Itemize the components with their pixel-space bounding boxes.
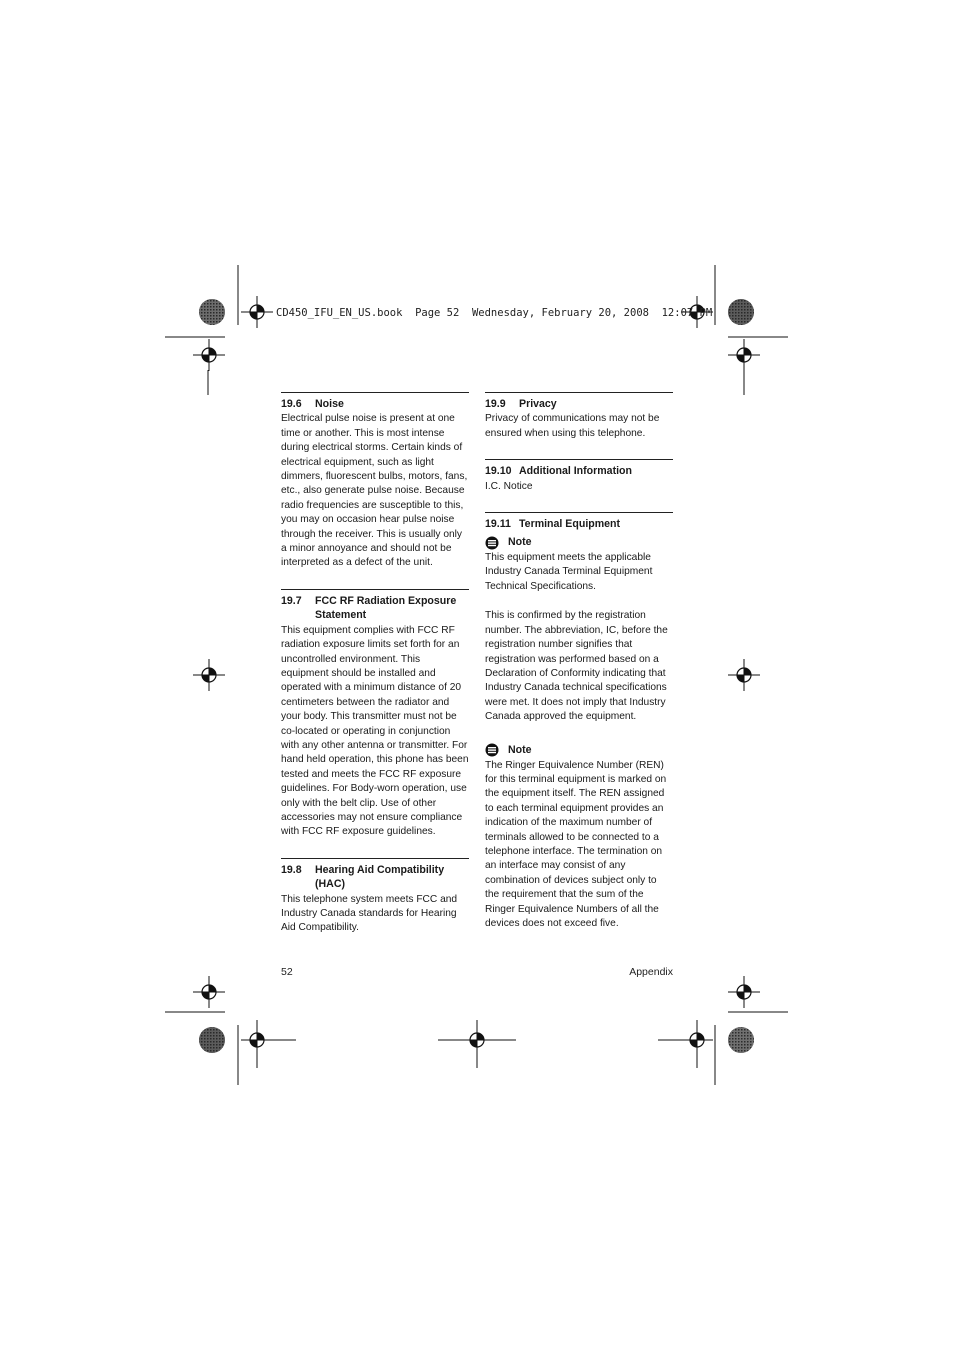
left-column: [281, 392, 469, 954]
registration-mark-right-middle: [728, 659, 760, 691]
section-title: Additional Information: [519, 465, 632, 478]
section-number: 19.10: [485, 465, 512, 478]
color-bar-disc-bottom-right: [728, 1027, 754, 1053]
section-additional-information: [485, 459, 673, 494]
section-title: Privacy: [519, 398, 557, 410]
color-bar-disc-bottom-left: [199, 1027, 225, 1053]
registration-mark-left-upper: [193, 339, 225, 371]
section-title: FCC RF Radiation Exposure Statement: [315, 594, 457, 622]
section-number: 19.11: [485, 518, 511, 531]
section-body: This telephone system meets FCC and Industry Canada standards for Hearing Aid Compatibility.: [281, 893, 458, 934]
section-terminal-equipment: [485, 512, 673, 931]
note-text: The Ringer Equivalence Number (REN) for this terminal equipment is marked on the equipment itself. The REN assigned to each terminal equipment provides an indication of the maximum number of terminals allowed to be connected to a telephone interface. The termination on an interface may consist of any combination of devices subject only to the requirement that the sum of the Ringer Equivalence Numbers of all the devices does not exceed five.: [485, 759, 667, 929]
section-heading: [485, 517, 673, 531]
registration-mark-left-lower: [193, 976, 225, 1008]
registration-mark-left-middle: [193, 659, 225, 691]
section-body: This equipment complies with FCC RF radiation exposure limits set forth for an uncontrolled environment. This equipment should be installed and operated with a minimum distance of 20 centimeters between the radiator and your body. This transmitter must not be co-located or operating in conjunction with any other antenna or transmitter. For hand held operation, this phone has been tested and meets the FCC RF exposure guidelines. For Body-worn operation, use only with the belt clip. Use of other accessories may not ensure compliance with FCC RF exposure guidelines.: [281, 624, 469, 838]
note-text: This equipment meets the applicable Industry Canada Terminal Equipment Technical Specifications.: [485, 551, 653, 592]
section-heading: [281, 397, 469, 411]
section-body: This is confirmed by the registration number. The abbreviation, IC, before the registration number signifies that registration was performed based on a Declaration of Conformity indicating that Industry Canada technical specifications were met. It does not imply that Industry Canada approved the equipment.: [485, 610, 668, 723]
section-number: 19.8: [281, 863, 302, 876]
section-heading: [281, 594, 469, 623]
registration-mark-top-left: [241, 296, 273, 328]
note-heading: [485, 535, 673, 549]
section-number: 19.9: [485, 398, 506, 410]
page-number: 52: [281, 966, 293, 978]
section-body: I.C. Notice: [485, 480, 533, 492]
section-heading: [485, 397, 673, 411]
section-number: 19.7: [281, 594, 302, 607]
section-heading: [281, 863, 469, 892]
section-hearing-aid: [281, 858, 469, 936]
note-icon: [485, 743, 499, 757]
note-label: Note: [508, 744, 532, 757]
running-footer-section: Appendix: [629, 966, 673, 978]
section-title: Terminal Equipment: [519, 518, 621, 531]
section-number: 19.6: [281, 398, 302, 410]
note-label: Note: [508, 536, 532, 549]
section-fcc-rf-exposure: [281, 589, 469, 840]
registration-mark-right-lower: [728, 976, 760, 1008]
section-body: Electrical pulse noise is present at one time or another. This is most intense during electrical storms. Certain kinds of electrical equipment, such as light dimmers, fluorescent bulbs, motors, fans, etc., also generate pulse noise. Because radio frequencies are susceptible to this, you may on occasion hear pulse noise through the receiver. This is usually only a minor annoyance and should not be interpreted as a defect of the unit.: [281, 413, 468, 569]
section-title: Hearing Aid Compatibility (HAC): [315, 863, 445, 891]
note-heading: [485, 743, 673, 757]
section-title: Noise: [315, 398, 344, 410]
section-body: Privacy of communications may not be ensured when using this telephone.: [485, 413, 660, 439]
note-icon: [485, 536, 499, 550]
section-heading: [485, 464, 673, 478]
registration-mark-right-upper: [728, 339, 760, 371]
color-bar-disc-top-right: [728, 299, 754, 325]
color-bar-disc-top-left: [199, 299, 225, 325]
file-slug: CD450_IFU_EN_US.book Page 52 Wednesday, February 20, 2008 12:07 PM: [276, 307, 713, 319]
right-column: [485, 392, 673, 949]
section-privacy: [485, 392, 673, 441]
section-noise: [281, 392, 469, 571]
